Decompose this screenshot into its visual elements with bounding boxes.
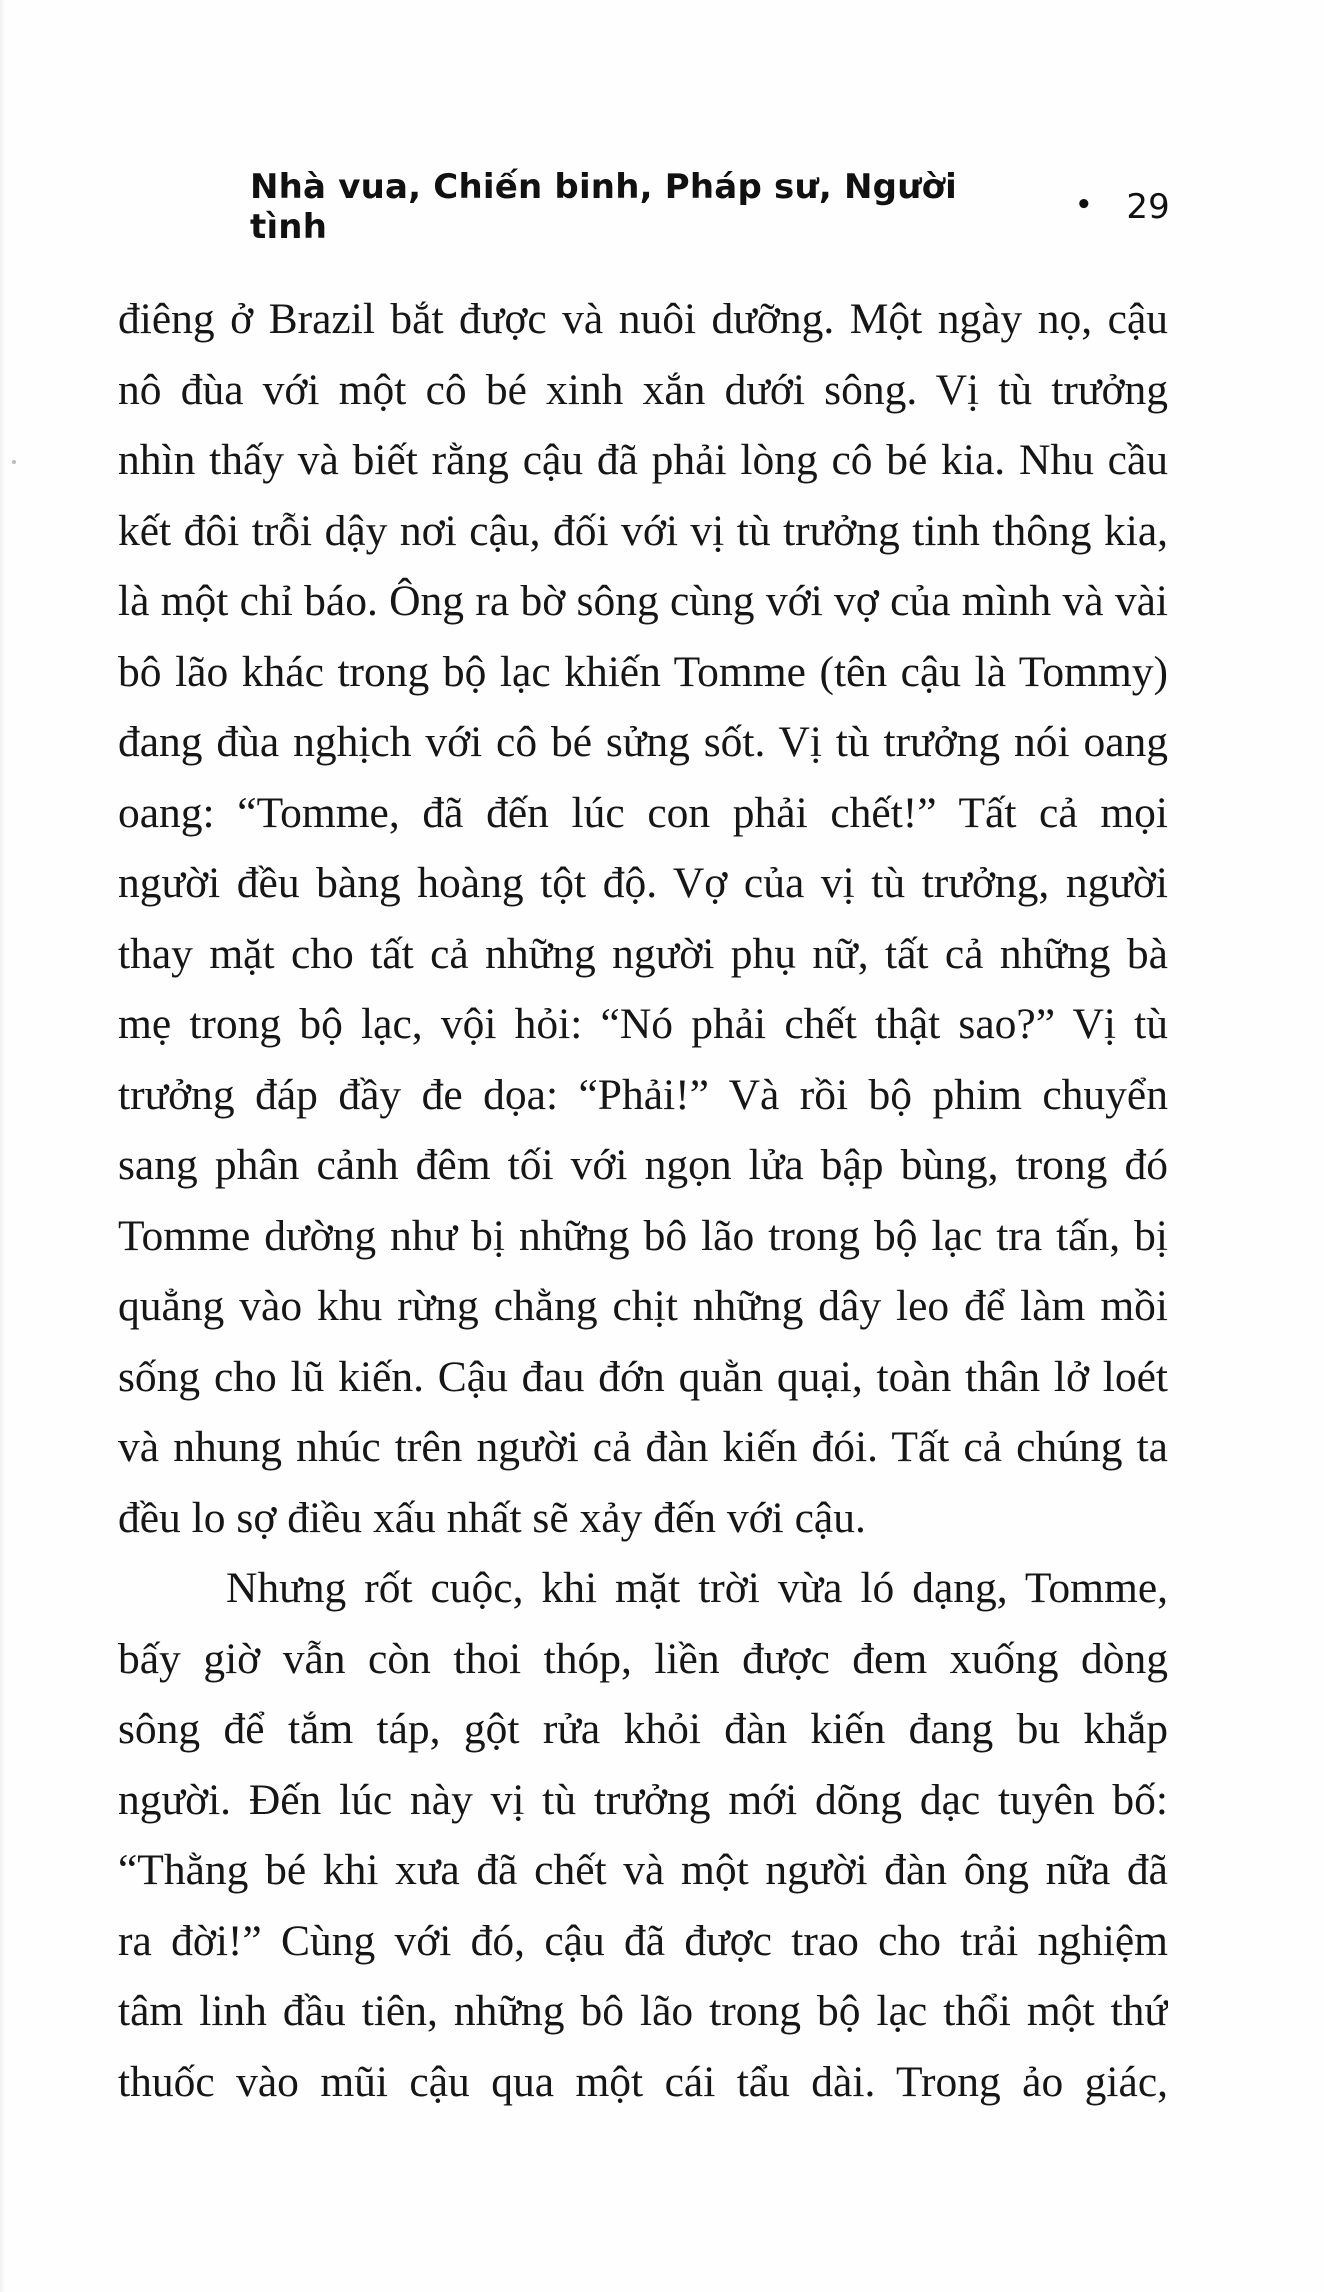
text-line: nhìn thấy và biết rằng cậu đã phải lòng cô bé kia. Nhu cầu: [118, 436, 1168, 484]
text-line: mẹ trong bộ lạc, vội hỏi: “Nó phải chết thật sao?” Vị tù: [118, 1000, 1168, 1048]
text-line: Tomme dường như bị những bô lão trong bộ lạc tra tấn, bị: [118, 1211, 1168, 1260]
text-line: sông để tắm táp, gột rửa khỏi đàn kiến đang bu khắp: [118, 1705, 1168, 1753]
text-line: đều lo sợ điều xấu nhất sẽ xảy đến với cậu.: [118, 1493, 866, 1542]
text-line: nô đùa với một cô bé xinh xắn dưới sông. Vị tù trưởng: [118, 365, 1168, 414]
text-line: “Thằng bé khi xưa đã chết và một người đàn ông nữa đã: [118, 1846, 1168, 1894]
running-title: Nhà vua, Chiến binh, Pháp sư, Người tình: [250, 167, 958, 247]
text-line: thay mặt cho tất cả những người phụ nữ, tất cả những bà: [118, 929, 1168, 978]
text-line: người. Đến lúc này vị tù trưởng mới dõng dạc tuyên bố:: [118, 1775, 1168, 1824]
page-number: 29: [1126, 187, 1170, 227]
body-text: [118, 284, 1168, 2117]
text-line: trưởng đáp đầy đe dọa: “Phải!” Và rồi bộ phim chuyển: [118, 1070, 1168, 1119]
text-line: người đều bàng hoàng tột độ. Vợ của vị tù trưởng, người: [118, 859, 1168, 907]
text-line: đang đùa nghịch với cô bé sửng sốt. Vị tù trưởng nói oang: [118, 718, 1168, 766]
page-edge-shadow: [0, 0, 6, 2292]
header-separator: •: [1075, 190, 1093, 220]
text-line: sang phân cảnh đêm tối với ngọn lửa bập bùng, trong đó: [118, 1141, 1168, 1189]
text-line: thuốc vào mũi cậu qua một cái tẩu dài. Trong ảo giác,: [118, 2057, 1168, 2106]
text-line: quẳng vào khu rừng chằng chịt những dây leo để làm mồi: [118, 1282, 1168, 1330]
text-line: kết đôi trỗi dậy nơi cậu, đối với vị tù trưởng tinh thông kia,: [118, 506, 1168, 555]
text-line: sống cho lũ kiến. Cậu đau đớn quằn quại, toàn thân lở loét: [118, 1352, 1168, 1401]
text-line: điêng ở Brazil bắt được và nuôi dưỡng. Một ngày nọ, cậu: [118, 295, 1168, 343]
text-line: bấy giờ vẫn còn thoi thóp, liền được đem xuống dòng: [118, 1634, 1168, 1683]
text-line: ra đời!” Cùng với đó, cậu đã được trao cho trải nghiệm: [118, 1916, 1168, 1965]
text-line: bô lão khác trong bộ lạc khiến Tomme (tên cậu là Tommy): [118, 647, 1168, 696]
paragraph-2: [118, 1553, 1168, 2117]
text-line: oang: “Tomme, đã đến lúc con phải chết!” Tất cả mọi: [118, 788, 1168, 837]
margin-speck: [12, 460, 16, 464]
text-line: và nhung nhúc trên người cả đàn kiến đói. Tất cả chúng ta: [118, 1423, 1168, 1471]
text-line: tâm linh đầu tiên, những bô lão trong bộ lạc thổi một thứ: [118, 1987, 1168, 2035]
paragraph-1: [118, 284, 1168, 1553]
running-header: [250, 167, 1170, 247]
text-line: là một chỉ báo. Ông ra bờ sông cùng với vợ của mình và vài: [118, 577, 1168, 625]
text-line: Nhưng rốt cuộc, khi mặt trời vừa ló dạng, Tomme,: [226, 1564, 1168, 1612]
